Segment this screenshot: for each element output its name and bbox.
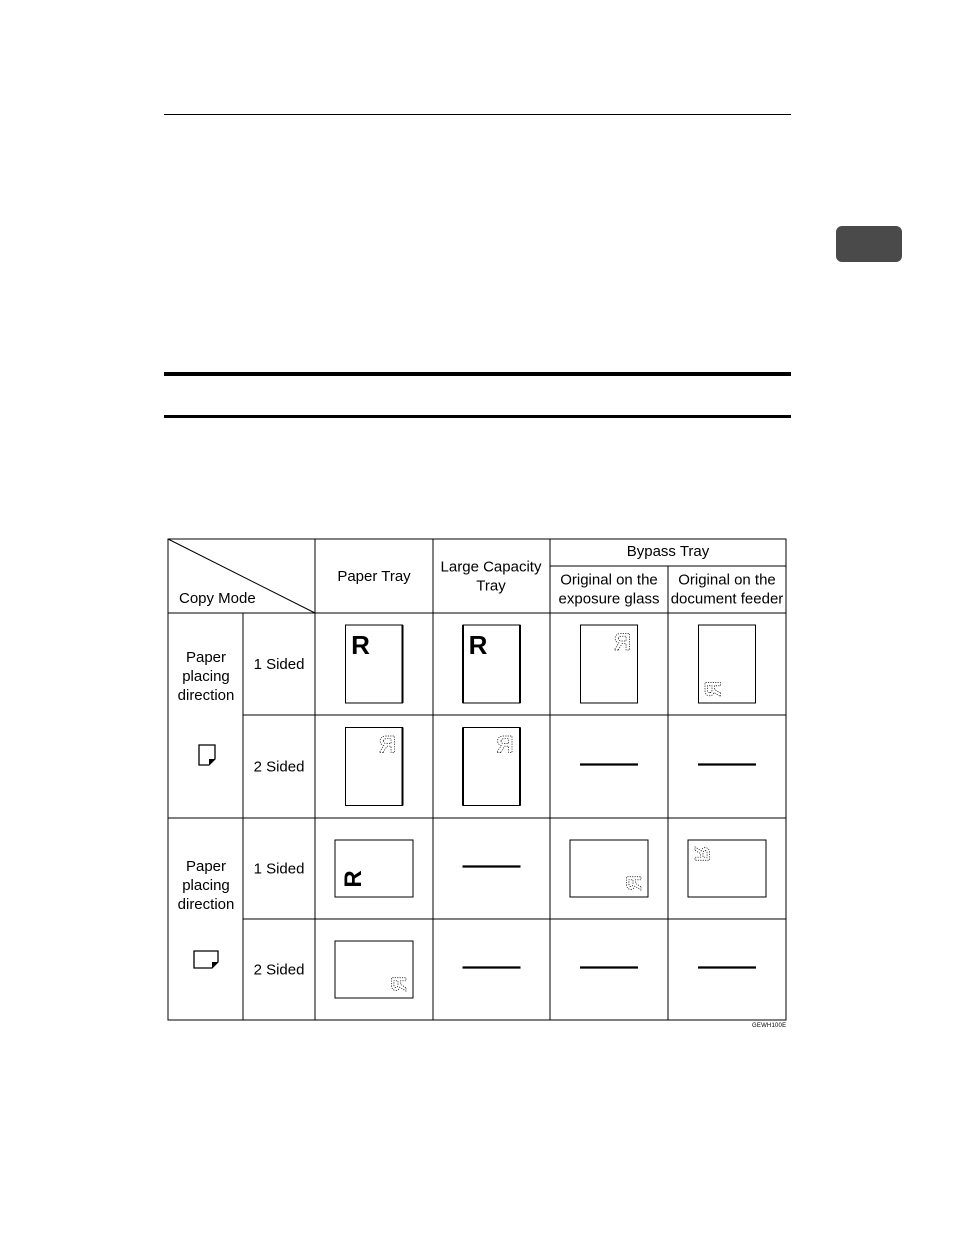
portrait-R-front-cell xyxy=(346,625,403,703)
landscape-R-back-top-left-cell xyxy=(688,840,766,897)
large-capacity-tray-header: Large Capacity xyxy=(440,558,542,576)
portrait-R-back-mirrored-cell xyxy=(346,728,403,806)
letter-R: R xyxy=(351,630,370,660)
copy-mode-header: Copy Mode xyxy=(179,590,256,607)
letter-R: R xyxy=(623,875,646,891)
portrait-R-front-cell xyxy=(463,625,520,703)
portrait-R-back-mirrored-cell xyxy=(581,625,638,703)
bypass-tray-header: Bypass Tray xyxy=(626,543,710,560)
portrait-R-back-mirrored-cell xyxy=(463,728,520,806)
letter-R: R xyxy=(388,976,411,992)
paper-placing-direction-label: placing xyxy=(182,877,230,894)
letter-R: R xyxy=(700,681,726,697)
bypass-feeder-header: Original on the xyxy=(678,571,776,589)
landscape-R-back-bottom-right-cell xyxy=(335,941,413,998)
bypass-glass-header: Original on the xyxy=(560,571,658,589)
copy-mode-2-sided: 2 Sided xyxy=(253,758,305,776)
landscape-R-front-rotated-cell xyxy=(335,840,413,897)
letter-R: R xyxy=(378,731,397,759)
bypass-feeder-header: document feeder xyxy=(670,590,784,608)
landscape-R-back-bottom-right-cell xyxy=(570,840,648,897)
copy-mode-1-sided: 1 Sided xyxy=(253,656,305,673)
portrait-page-icon xyxy=(199,745,215,765)
paper-placing-direction-label: placing xyxy=(182,668,230,685)
paper-placing-direction-label: direction xyxy=(177,896,235,913)
letter-R: R xyxy=(340,870,367,888)
paper-placing-direction-label: Paper xyxy=(185,858,227,875)
paper-placing-direction-label: Paper xyxy=(185,649,227,666)
page-outline xyxy=(199,745,215,765)
landscape-page-icon xyxy=(194,951,218,968)
letter-R: R xyxy=(496,731,514,759)
letter-R: R xyxy=(690,846,713,862)
bypass-glass-header: exposure glass xyxy=(558,590,660,608)
paper-placing-direction-label: direction xyxy=(177,687,235,704)
copy-mode-2-sided: 2 Sided xyxy=(253,961,305,979)
letter-R: R xyxy=(613,629,632,656)
letter-R: R xyxy=(468,630,488,660)
figure-code: GEWH100E xyxy=(752,1023,787,1029)
portrait-R-back-rotated-cell xyxy=(699,625,756,703)
paper-tray-header: Paper Tray xyxy=(337,568,411,585)
large-capacity-tray-header: Tray xyxy=(476,577,506,595)
copy-mode-1-sided: 1 Sided xyxy=(253,860,305,878)
table-cells xyxy=(194,625,766,998)
